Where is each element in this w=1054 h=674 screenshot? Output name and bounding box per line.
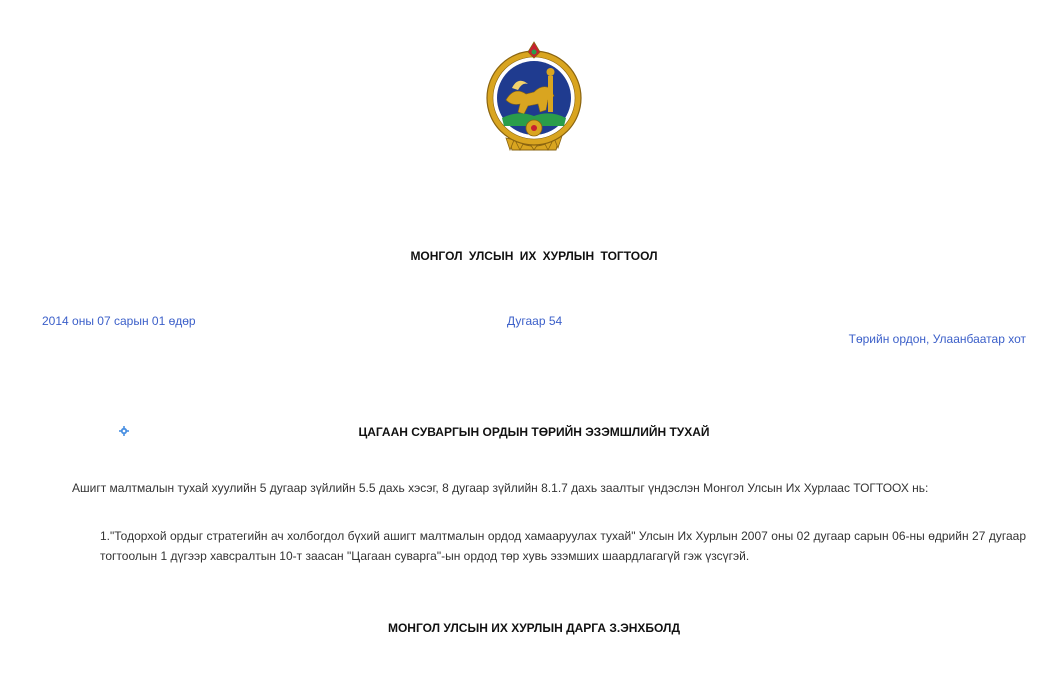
- resolution-preamble: Ашигт малтмалын тухай хуулийн 5 дугаар зүйлийн 5.5 дахь хэсэг, 8 дугаар зүйлийн 8.1.7 дахь заалтыг үндэслэн Монгол Улсын Их Хурлаас ТОГТООХ нь:: [72, 481, 929, 495]
- resolution-number: Дугаар 54: [507, 314, 563, 328]
- resolution-place: Төрийн ордон, Улаанбаатар хот: [848, 332, 1026, 346]
- signature-line: МОНГОЛ УЛСЫН ИХ ХУРЛЫН ДАРГА З.ЭНХБОЛД: [387, 621, 681, 635]
- document-type-heading: МОНГОЛ УЛСЫН ИХ ХУРЛЫН ТОГТООЛ: [410, 249, 658, 263]
- resolution-clause-1: 1."Тодорхой ордыг стратегийн ач холбогдол бүхий ашигт малтмалын ордод хамааруулах тухай" Улсын Их Хурлын 2007 оны 02 дугаар сарын 06-ны өдрийн 27 дугаар тогтоолын 1 дүгээр хавсралтын 10-т заасан "Цагаан суварга"-ын ордод төр хувь эзэмших шаардлагагүй гэж үзсүгэй.: [100, 529, 1026, 563]
- resolution-date: 2014 оны 07 сарын 01 өдөр: [42, 314, 196, 328]
- state-emblem-icon: [484, 40, 584, 152]
- resolution-title: ЦАГААН СУВАРГЫН ОРДЫН ТӨРИЙН ЭЗЭМШЛИЙН ТУХАЙ: [358, 425, 710, 439]
